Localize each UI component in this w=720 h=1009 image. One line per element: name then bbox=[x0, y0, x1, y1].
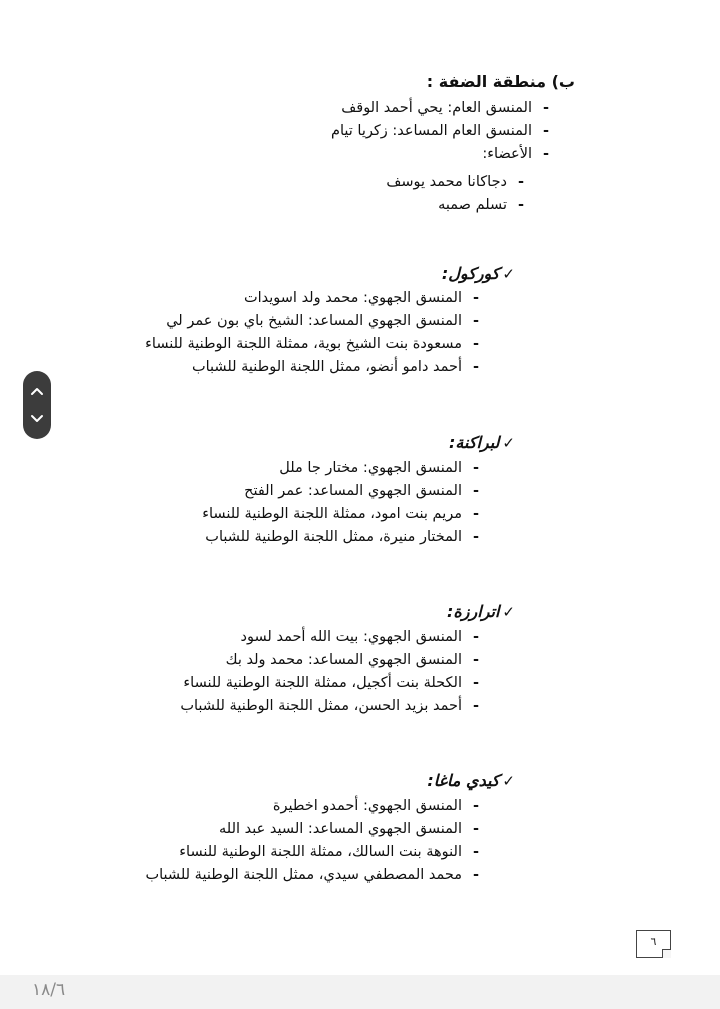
region-title-gorgol: ✓كوركول: bbox=[441, 264, 515, 283]
check-icon: ✓ bbox=[502, 265, 515, 283]
section-title-daffa: ب) منطقة الضفة : bbox=[426, 72, 575, 91]
list-item: -أحمد دامو أنضو، ممثل اللجنة الوطنية للشباب bbox=[191, 359, 480, 375]
list-item: -الأعضاء: bbox=[482, 146, 550, 162]
region-list-gorgol bbox=[145, 287, 490, 379]
list-item: -المنسق العام: يحي أحمد الوقف bbox=[341, 100, 550, 116]
list-item: -تسلم صمبه bbox=[438, 197, 525, 213]
region-title-brakna: ✓لبراكنة: bbox=[449, 433, 515, 452]
scroll-down-button[interactable] bbox=[27, 409, 47, 429]
scroll-up-button[interactable] bbox=[27, 381, 47, 401]
list-item: -مسعودة بنت الشيخ بوية، ممثلة اللجنة الوطنية للنساء bbox=[145, 336, 480, 352]
list-item: -المنسق الجهوي المساعد: السيد عبد الله bbox=[219, 821, 480, 837]
list-item: -المنسق الجهوي: أحمدو اخطيرة bbox=[272, 798, 480, 814]
check-icon: ✓ bbox=[502, 772, 515, 790]
page-number: ٦ bbox=[650, 935, 657, 948]
chevron-up-icon bbox=[30, 386, 44, 396]
region-list-guidimakha bbox=[145, 795, 490, 887]
check-icon: ✓ bbox=[502, 603, 515, 621]
page-indicator: ١٨/٦ bbox=[32, 980, 66, 1000]
page-curl bbox=[662, 949, 671, 958]
members-list bbox=[386, 171, 535, 217]
list-item: -المنسق الجهوي المساعد: محمد ولد بك bbox=[225, 652, 480, 668]
list-item: -المنسق الجهوي: مختار جا ملل bbox=[279, 460, 480, 476]
list-item: -المنسق الجهوي المساعد: الشيخ باي بون عمر لي bbox=[166, 313, 480, 329]
list-item: -النوهة بنت السالك، ممثلة اللجنة الوطنية للنساء bbox=[179, 844, 480, 860]
list-item: -مريم بنت امود، ممثلة اللجنة الوطنية للنساء bbox=[202, 506, 480, 522]
list-item: -دجاكانا محمد يوسف bbox=[386, 174, 525, 190]
region-list-trarza bbox=[180, 626, 490, 718]
list-item: -المنسق العام المساعد: زكريا تيام bbox=[330, 123, 550, 139]
page-number-box bbox=[636, 930, 671, 958]
region-list-brakna bbox=[202, 457, 490, 549]
list-item: -المنسق الجهوي: محمد ولد اسويدات bbox=[243, 290, 480, 306]
list-item: -المنسق الجهوي المساعد: عمر الفتح bbox=[244, 483, 480, 499]
region-title-trarza: ✓اترارزة: bbox=[447, 602, 515, 621]
region-title-guidimakha: ✓كيدي ماغا: bbox=[427, 771, 515, 790]
list-item: -المختار منيرة، ممثل اللجنة الوطنية للشباب bbox=[205, 529, 480, 545]
section-b-list bbox=[331, 97, 560, 166]
list-item: -أحمد بزيد الحسن، ممثل اللجنة الوطنية للشباب bbox=[180, 698, 480, 714]
list-item: -المنسق الجهوي: بيت الله أحمد لسود bbox=[240, 629, 480, 645]
list-item: -الكحلة بنت أكجيل، ممثلة اللجنة الوطنية للنساء bbox=[183, 675, 480, 691]
list-item: -محمد المصطفي سيدي، ممثل اللجنة الوطنية للشباب bbox=[145, 867, 480, 883]
chevron-down-icon bbox=[30, 414, 44, 424]
check-icon: ✓ bbox=[502, 434, 515, 452]
page-scroll-control bbox=[23, 371, 51, 439]
